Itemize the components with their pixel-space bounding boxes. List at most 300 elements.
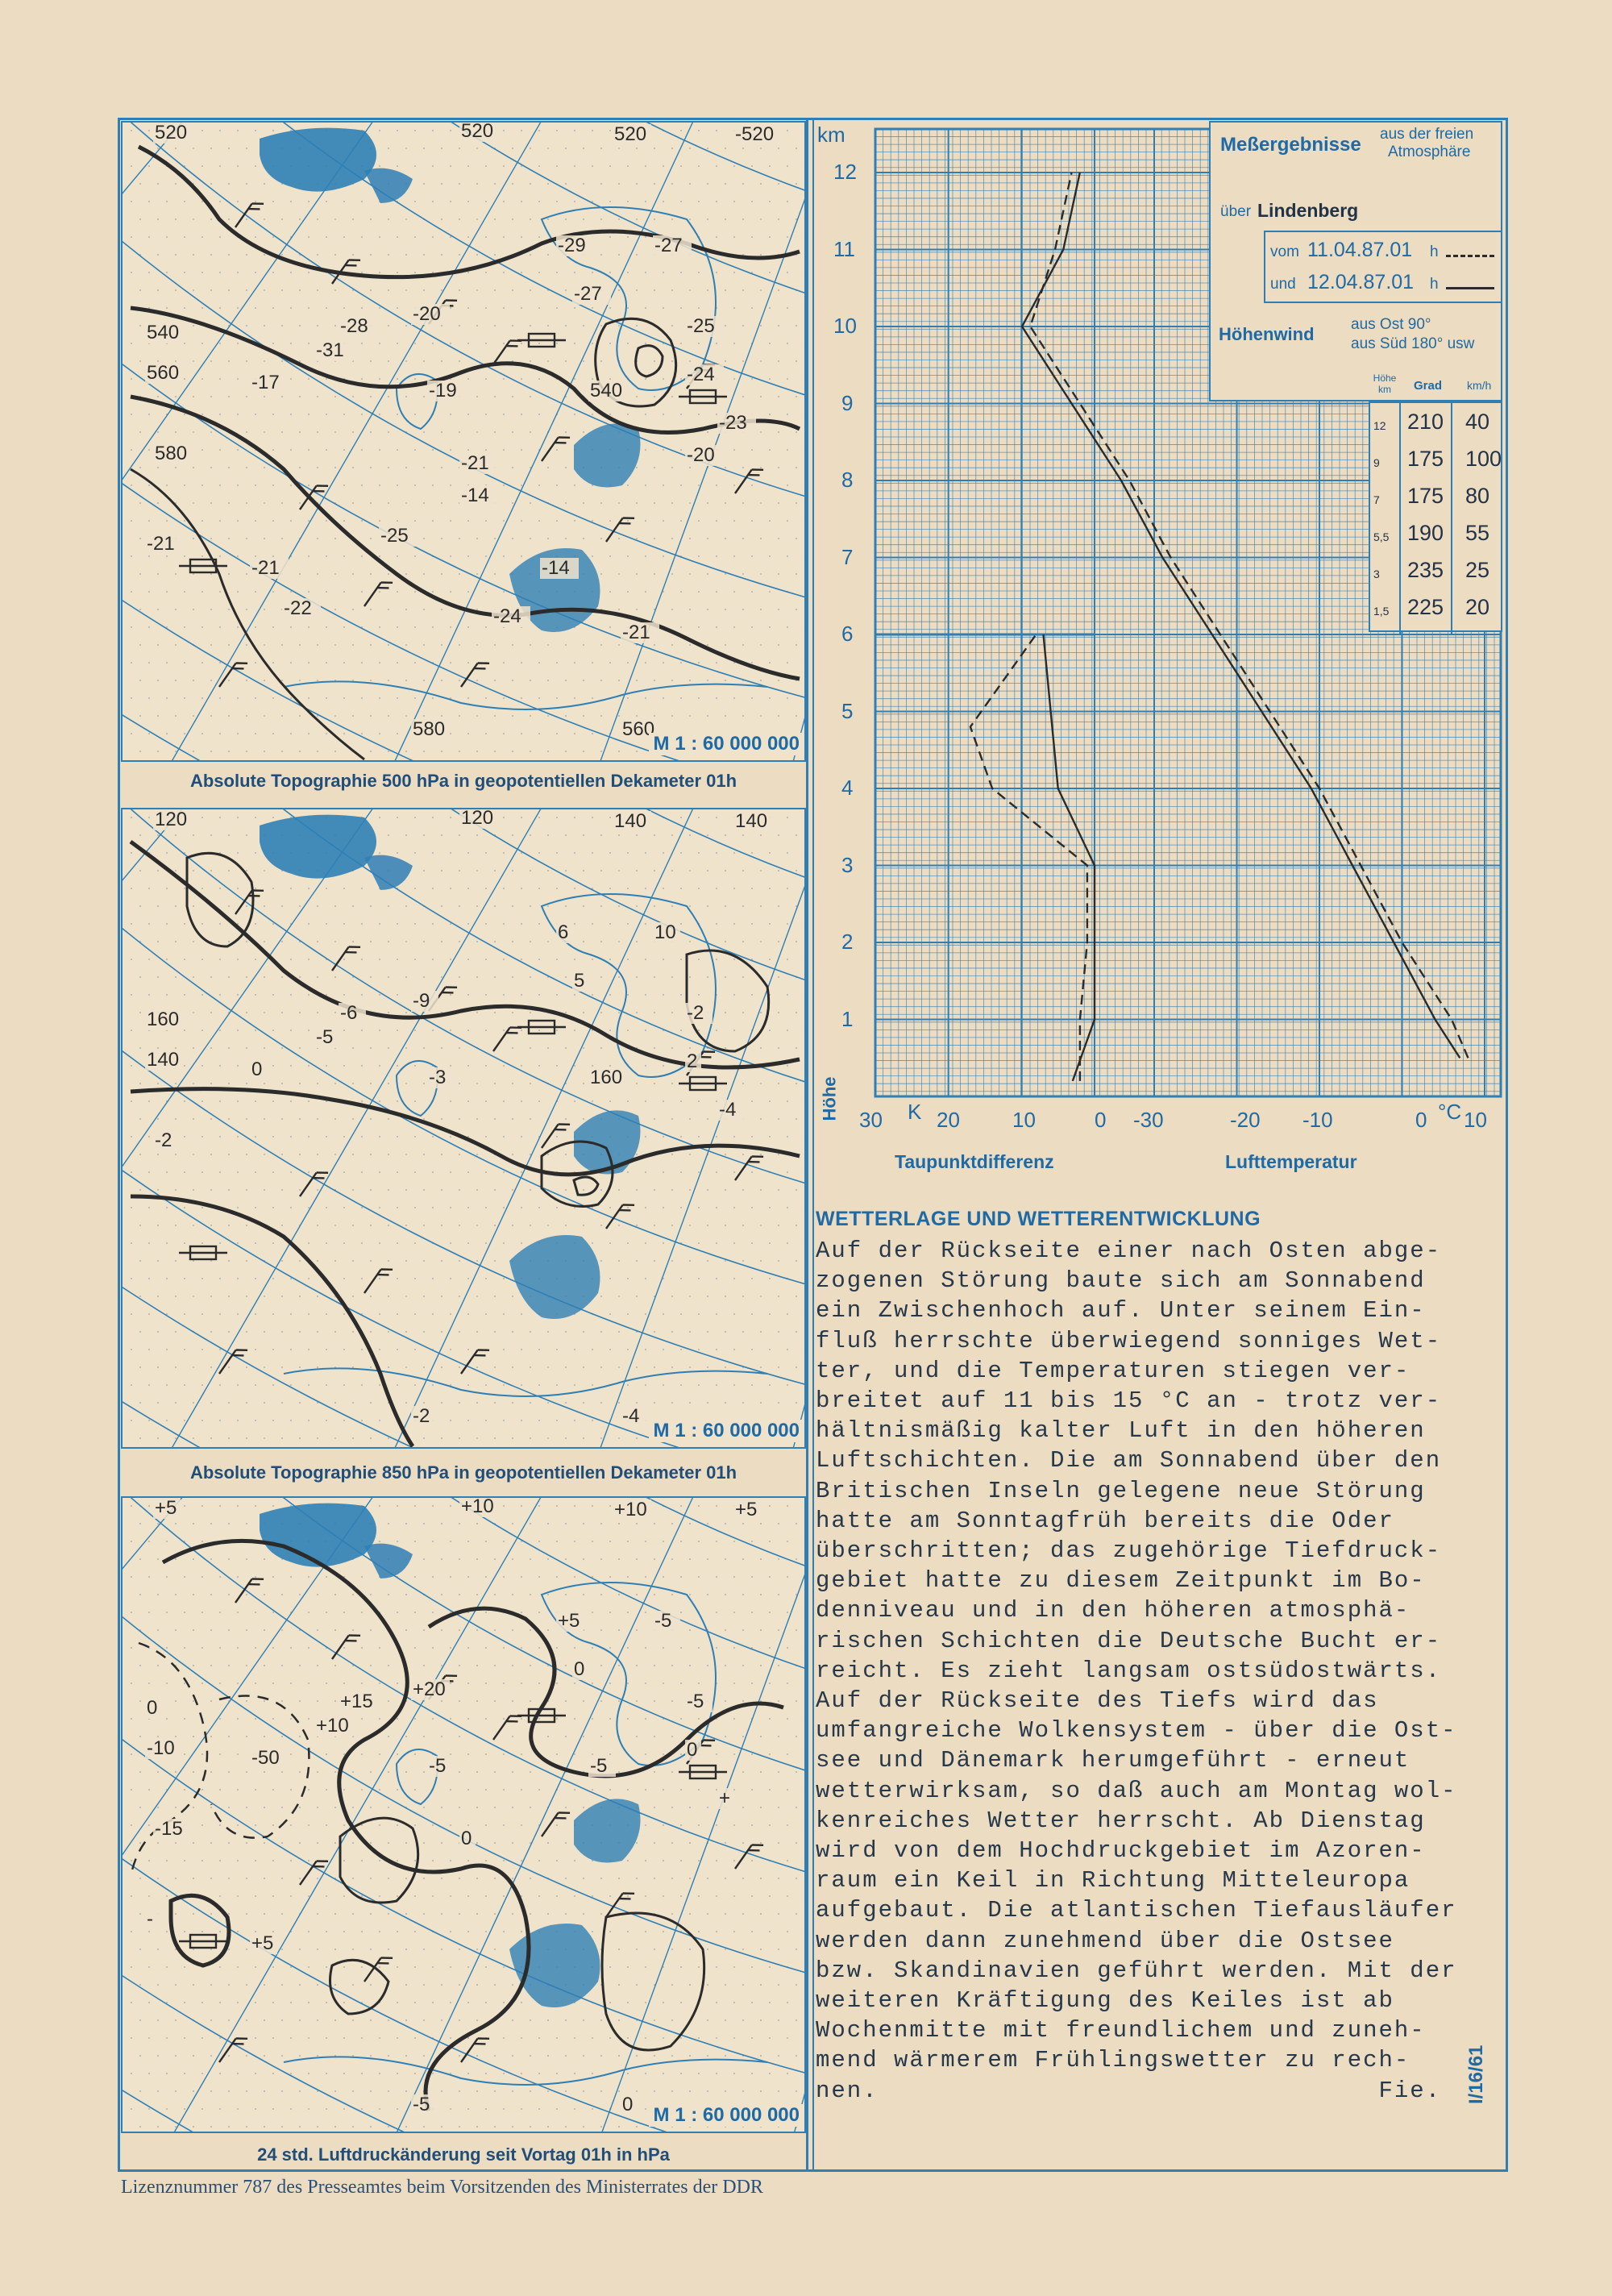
stipple-dot — [645, 1612, 646, 1613]
stipple-dot — [352, 905, 354, 907]
stipple-dot — [326, 1065, 327, 1067]
stipple-dot — [414, 1349, 416, 1350]
stipple-dot — [459, 715, 460, 717]
article-line: see und Dänemark herumgeführt - erneut — [816, 1747, 1410, 1774]
stipple-dot — [787, 414, 788, 415]
map-label: -50 — [251, 1747, 280, 1769]
stipple-dot — [716, 1612, 717, 1613]
wind-table-col-divider — [1451, 403, 1452, 634]
stipple-dot — [326, 1612, 327, 1613]
stipple-dot — [361, 201, 363, 202]
stipple-dot — [742, 1523, 744, 1524]
stipple-dot — [760, 1842, 762, 1844]
stipple-dot — [352, 1331, 354, 1333]
stipple-dot — [600, 976, 602, 978]
stipple-dot — [131, 1895, 132, 1897]
stipple-dot — [742, 502, 744, 504]
stipple-dot — [202, 378, 203, 380]
stipple-dot — [397, 662, 398, 663]
stipple-dot — [432, 1824, 434, 1826]
stipple-dot — [255, 1420, 256, 1421]
stipple-dot — [698, 817, 700, 818]
stipple-dot — [202, 662, 203, 663]
stipple-dot — [742, 715, 744, 717]
stipple-dot — [636, 751, 638, 752]
stipple-dot — [583, 2019, 584, 2021]
stipple-dot — [583, 644, 584, 646]
stipple-dot — [210, 1402, 212, 1404]
stipple-dot — [530, 1771, 531, 1773]
stipple-dot — [680, 2002, 682, 2003]
stipple-dot — [804, 888, 806, 889]
stipple-dot — [219, 1313, 221, 1315]
stipple-dot — [157, 680, 159, 681]
stipple-dot — [467, 1966, 469, 1968]
stipple-dot — [654, 715, 655, 717]
stipple-dot — [219, 414, 221, 415]
stipple-dot — [237, 888, 239, 889]
stipple-dot — [157, 834, 159, 836]
stipple-dot — [131, 1824, 132, 1826]
stipple-dot — [680, 272, 682, 273]
stipple-dot — [769, 1966, 771, 1968]
stipple-dot — [574, 1420, 575, 1421]
stipple-dot — [193, 1047, 194, 1049]
stipple-dot — [565, 2126, 567, 2128]
stipple-dot — [671, 1012, 673, 1013]
stipple-dot — [157, 715, 159, 717]
stipple-dot — [760, 834, 762, 836]
stipple-dot — [654, 1949, 655, 1950]
stipple-dot — [503, 697, 505, 699]
stipple-dot — [751, 1171, 753, 1173]
stipple-dot — [370, 1437, 372, 1439]
stipple-dot — [698, 959, 700, 960]
stipple-dot — [742, 538, 744, 539]
stipple-dot — [281, 1331, 283, 1333]
sea-shape — [509, 1924, 600, 2007]
wind-barb-feather — [252, 198, 264, 209]
map-pressure-change-drawing — [123, 1498, 806, 2133]
stipple-dot — [680, 1541, 682, 1542]
stipple-dot — [680, 1682, 682, 1684]
stipple-dot — [459, 2019, 460, 2021]
stipple-dot — [166, 1242, 168, 1244]
stipple-dot — [521, 817, 522, 818]
stipple-dot — [184, 1753, 185, 1755]
stipple-dot — [787, 1895, 788, 1897]
stipple-dot — [432, 817, 434, 818]
stipple-dot — [299, 1665, 301, 1666]
stipple-dot — [175, 1083, 177, 1084]
stipple-dot — [716, 485, 717, 486]
stipple-dot — [281, 1402, 283, 1404]
stipple-dot — [308, 1895, 310, 1897]
stipple-dot — [193, 148, 194, 149]
stipple-dot — [379, 2037, 380, 2039]
stipple-dot — [131, 1860, 132, 1861]
stipple-dot — [281, 1807, 283, 1808]
stipple-dot — [210, 573, 212, 575]
stipple-dot — [680, 888, 682, 889]
stipple-dot — [574, 1682, 575, 1684]
stipple-dot — [538, 272, 540, 273]
stipple-dot — [689, 1154, 691, 1155]
stipple-dot — [255, 1278, 256, 1279]
stipple-dot — [317, 396, 318, 397]
stipple-dot — [671, 905, 673, 907]
stipple-dot — [796, 360, 797, 362]
stipple-dot — [272, 1278, 274, 1279]
stipple-dot — [538, 697, 540, 699]
stipple-dot — [751, 1682, 753, 1684]
stipple-dot — [281, 2019, 283, 2021]
stipple-dot — [804, 1824, 806, 1826]
stipple-dot — [521, 414, 522, 415]
stipple-dot — [237, 165, 239, 167]
stipple-dot — [379, 1100, 380, 1102]
stipple-dot — [778, 1047, 779, 1049]
stipple-dot — [370, 1594, 372, 1595]
stipple-dot — [175, 609, 177, 610]
stipple-dot — [494, 715, 496, 717]
stipple-dot — [769, 1100, 771, 1102]
stipple-dot — [184, 697, 185, 699]
stipple-dot — [210, 1878, 212, 1879]
stipple-dot — [645, 1065, 646, 1067]
stipple-dot — [769, 697, 771, 699]
stipple-dot — [769, 1207, 771, 1208]
stipple-dot — [618, 1523, 620, 1524]
stipple-dot — [175, 2019, 177, 2021]
stipple-dot — [556, 1029, 558, 1031]
stipple-dot — [441, 1913, 442, 1915]
stipple-dot — [281, 715, 283, 717]
stipple-dot — [627, 994, 629, 996]
map-label: +5 — [735, 1499, 758, 1520]
stipple-dot — [379, 1349, 380, 1350]
stipple-dot — [255, 1242, 256, 1244]
stipple-dot — [175, 1296, 177, 1297]
stipple-dot — [698, 1824, 700, 1826]
stipple-dot — [202, 236, 203, 238]
latitude-circle — [123, 809, 806, 1164]
stipple-dot — [343, 923, 345, 925]
stipple-dot — [290, 1860, 292, 1861]
stipple-dot — [716, 520, 717, 522]
stipple-dot — [423, 183, 425, 185]
stipple-dot — [397, 2108, 398, 2110]
stipple-dot — [654, 1225, 655, 1226]
stipple-dot — [228, 573, 230, 575]
stipple-dot — [228, 289, 230, 291]
stipple-dot — [565, 1402, 567, 1404]
stipple-dot — [139, 467, 141, 468]
stipple-dot — [530, 2090, 531, 2092]
stipple-dot — [139, 976, 141, 978]
stipple-dot — [769, 1349, 771, 1350]
wind-barb-feather — [349, 1630, 360, 1641]
stipple-dot — [530, 325, 531, 327]
stipple-dot — [334, 2126, 336, 2128]
stipple-dot — [583, 1558, 584, 1560]
stipple-dot — [264, 1629, 265, 1631]
stipple-dot — [441, 1296, 442, 1297]
stipple-dot — [450, 1100, 451, 1102]
stipple-dot — [503, 888, 505, 889]
stipple-dot — [157, 1629, 159, 1631]
stipple-dot — [476, 289, 478, 291]
stipple-dot — [299, 644, 301, 646]
stipple-dot — [388, 1366, 389, 1368]
stipple-dot — [352, 1189, 354, 1191]
stipple-dot — [175, 715, 177, 717]
stipple-dot — [636, 502, 638, 504]
stipple-dot — [441, 360, 442, 362]
stipple-dot — [246, 1558, 247, 1560]
stipple-dot — [450, 520, 451, 522]
stipple-dot — [139, 1225, 141, 1226]
stipple-dot — [441, 1629, 442, 1631]
stipple-dot — [397, 1895, 398, 1897]
stipple-dot — [521, 520, 522, 522]
stipple-dot — [760, 1331, 762, 1333]
stipple-dot — [494, 1842, 496, 1844]
stipple-dot — [565, 1700, 567, 1702]
stipple-dot — [742, 834, 744, 836]
article-line: wetterwirksam, so daß auch am Montag wol- — [816, 1777, 1457, 1804]
stipple-dot — [787, 1753, 788, 1755]
stipple-dot — [202, 888, 203, 889]
stipple-dot — [272, 1171, 274, 1173]
y-unit: km — [817, 123, 845, 147]
stipple-dot — [423, 360, 425, 362]
map-label: +10 — [461, 1498, 494, 1517]
stipple-dot — [751, 1753, 753, 1755]
stipple-dot — [370, 360, 372, 362]
stipple-dot — [139, 2055, 141, 2057]
stipple-dot — [361, 1100, 363, 1102]
stipple-dot — [485, 1065, 487, 1067]
stipple-dot — [547, 1331, 549, 1333]
stipple-dot — [476, 1878, 478, 1879]
stipple-dot — [459, 538, 460, 539]
stipple-dot — [725, 1594, 726, 1595]
stipple-dot — [698, 888, 700, 889]
stipple-dot — [671, 1154, 673, 1155]
stipple-dot — [583, 2090, 584, 2092]
stipple-dot — [769, 2037, 771, 2039]
stipple-dot — [467, 1384, 469, 1386]
stipple-dot — [423, 467, 425, 468]
stipple-dot — [751, 2037, 753, 2039]
stipple-dot — [796, 396, 797, 397]
stipple-dot — [450, 1682, 451, 1684]
stipple-dot — [281, 360, 283, 362]
stipple-dot — [645, 1278, 646, 1279]
stipple-dot — [760, 1629, 762, 1631]
stipple-dot — [476, 148, 478, 149]
stipple-dot — [565, 1807, 567, 1808]
stipple-dot — [139, 2090, 141, 2092]
stipple-dot — [725, 976, 726, 978]
stipple-dot — [308, 414, 310, 415]
map-label: - — [147, 1908, 153, 1930]
stipple-dot — [255, 272, 256, 273]
stipple-dot — [423, 751, 425, 752]
stipple-dot — [148, 2073, 150, 2074]
map-label: 140 — [147, 1049, 180, 1071]
stipple-dot — [804, 236, 806, 238]
stipple-dot — [361, 1612, 363, 1613]
stipple-dot — [787, 201, 788, 202]
stipple-dot — [600, 1225, 602, 1226]
stipple-dot — [157, 148, 159, 149]
stipple-dot — [742, 1913, 744, 1915]
stipple-dot — [804, 1349, 806, 1350]
stipple-dot — [476, 1700, 478, 1702]
stipple-dot — [317, 1949, 318, 1950]
stipple-dot — [530, 1437, 531, 1439]
stipple-dot — [459, 573, 460, 575]
stipple-dot — [450, 852, 451, 854]
article-body — [816, 1236, 1494, 2106]
stipple-dot — [397, 1136, 398, 1138]
stipple-dot — [707, 609, 708, 610]
stipple-dot — [512, 1437, 513, 1439]
stipple-dot — [361, 343, 363, 344]
stipple-dot — [663, 1789, 664, 1791]
stipple-dot — [503, 272, 505, 273]
stipple-dot — [423, 609, 425, 610]
stipple-dot — [725, 573, 726, 575]
stipple-dot — [547, 2055, 549, 2057]
stipple-dot — [352, 467, 354, 468]
stipple-dot — [503, 1647, 505, 1649]
stipple-dot — [521, 1647, 522, 1649]
stipple-dot — [352, 1629, 354, 1631]
stipple-dot — [671, 538, 673, 539]
stipple-dot — [796, 1118, 797, 1120]
stipple-dot — [698, 1136, 700, 1138]
stipple-dot — [264, 2090, 265, 2092]
stipple-dot — [131, 130, 132, 131]
stipple-dot — [618, 1260, 620, 1262]
stipple-dot — [645, 1384, 646, 1386]
stipple-dot — [716, 414, 717, 415]
stipple-dot — [671, 2019, 673, 2021]
stipple-dot — [663, 2002, 664, 2003]
stipple-dot — [131, 1349, 132, 1350]
stipple-dot — [139, 573, 141, 575]
stipple-dot — [716, 852, 717, 854]
stipple-dot — [184, 1860, 185, 1861]
stipple-dot — [334, 644, 336, 646]
stipple-dot — [397, 1860, 398, 1861]
stipple-dot — [476, 396, 478, 397]
stipple-dot — [397, 626, 398, 628]
stipple-dot — [618, 1771, 620, 1773]
stipple-dot — [459, 1225, 460, 1226]
stipple-dot — [627, 555, 629, 557]
stipple-dot — [733, 1207, 735, 1208]
stipple-dot — [725, 1878, 726, 1879]
stipple-dot — [671, 1366, 673, 1368]
wind-barb-staff — [493, 1028, 510, 1051]
stipple-dot — [299, 396, 301, 397]
stipple-dot — [272, 1612, 274, 1613]
stipple-dot — [476, 254, 478, 256]
stipple-dot — [476, 1189, 478, 1191]
stipple-dot — [423, 1807, 425, 1808]
stipple-dot — [485, 343, 487, 344]
stipple-dot — [671, 2090, 673, 2092]
stipple-dot — [503, 343, 505, 344]
stipple-dot — [627, 485, 629, 486]
stipple-dot — [405, 1154, 407, 1155]
stipple-dot — [538, 414, 540, 415]
stipple-dot — [246, 1225, 247, 1226]
stipple-dot — [388, 573, 389, 575]
stipple-dot — [671, 289, 673, 291]
stipple-dot — [237, 733, 239, 734]
stipple-dot — [397, 1931, 398, 1932]
stipple-dot — [299, 1012, 301, 1013]
stipple-dot — [405, 1736, 407, 1737]
stipple-dot — [388, 715, 389, 717]
stipple-dot — [796, 1878, 797, 1879]
stipple-dot — [299, 1047, 301, 1049]
map-850hpa-caption: Absolute Topographie 850 hPa in geopotentiellen Dekameter 01h — [189, 1462, 737, 1483]
stipple-dot — [574, 1349, 575, 1350]
stipple-dot — [308, 1718, 310, 1720]
wind-row-speed: 55 — [1465, 521, 1490, 545]
stipple-dot — [139, 1260, 141, 1262]
stipple-dot — [450, 2108, 451, 2110]
stipple-dot — [609, 414, 611, 415]
stipple-dot — [689, 1331, 691, 1333]
stipple-dot — [343, 994, 345, 996]
stipple-dot — [290, 1207, 292, 1208]
stipple-dot — [751, 1541, 753, 1542]
stipple-dot — [636, 325, 638, 327]
stipple-dot — [423, 1296, 425, 1297]
stipple-dot — [698, 1541, 700, 1542]
stipple-dot — [547, 870, 549, 871]
stipple-dot — [485, 520, 487, 522]
stipple-dot — [680, 1718, 682, 1720]
stipple-dot — [547, 254, 549, 256]
stipple-dot — [769, 165, 771, 167]
map-label: -2 — [155, 1129, 172, 1151]
map-label: -3 — [429, 1067, 447, 1088]
stipple-dot — [600, 1189, 602, 1191]
stipple-dot — [264, 538, 265, 539]
stipple-dot — [494, 1771, 496, 1773]
stipple-dot — [334, 1118, 336, 1120]
stipple-dot — [148, 1171, 150, 1173]
stipple-dot — [423, 870, 425, 871]
stipple-dot — [565, 502, 567, 504]
stipple-dot — [210, 680, 212, 681]
stipple-dot — [725, 1665, 726, 1666]
stipple-dot — [725, 325, 726, 327]
stipple-dot — [432, 485, 434, 486]
stipple-dot — [237, 1789, 239, 1791]
stipple-dot — [769, 852, 771, 854]
stipple-dot — [370, 1366, 372, 1368]
stipple-dot — [503, 994, 505, 996]
